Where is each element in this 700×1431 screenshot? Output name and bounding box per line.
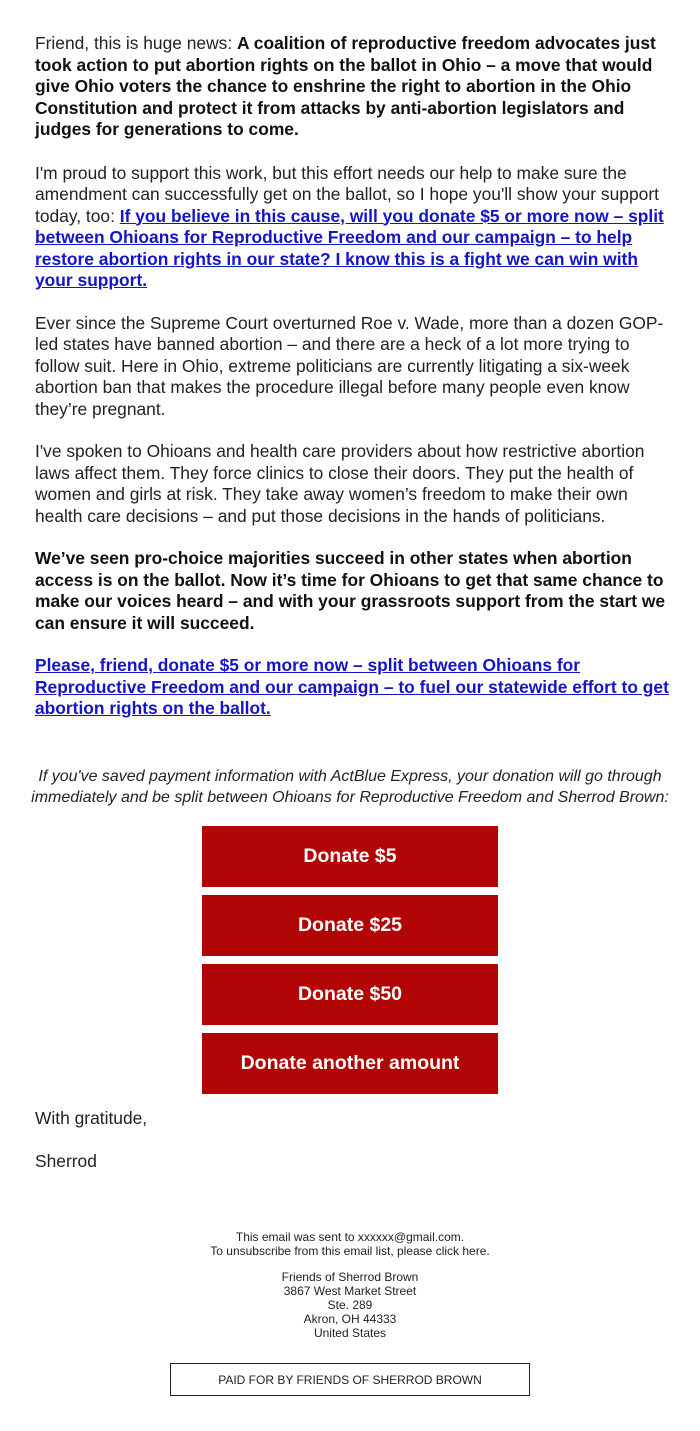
donate-50-button[interactable]: Donate $50	[202, 964, 498, 1025]
paragraph-intro	[35, 33, 671, 141]
closing-text: With gratitude,	[35, 1108, 148, 1128]
paragraph-providers: I've spoken to Ohioans and health care providers about how restrictive abortion laws affect them. They force clinics to close their doors. They put the health of women and girls at risk. They take away women’s freedom to make their own health care decisions – and put those decisions in the hands of politicians.	[35, 441, 645, 526]
actblue-express-note: If you've saved payment information with ActBlue Express, your donation will go through immediately and be split between Ohioans for Reproductive Freedom and Sherrod Brown:	[31, 768, 669, 806]
donate-other-button[interactable]: Donate another amount	[202, 1033, 498, 1094]
footer-address	[0, 1270, 700, 1340]
unsubscribe-link[interactable]: click here	[435, 1244, 487, 1258]
intro-bold-text: A coalition of reproductive freedom advocates just took action to put abortion rights on the ballot in Ohio – a move that would give Ohio voters the chance to enshrine the right to abortion in the Ohio Constitution and protect it from attacks by anti-abortion legislators and judges for generations to come.	[35, 33, 656, 139]
paragraph-majorities: We’ve seen pro-choice majorities succeed in other states when abortion access is on the ballot. Now it’s time for Ohioans to get that same chance to make our voices heard – and with your grassroots support from the start we can ensure it will succeed.	[35, 548, 666, 633]
sent-prefix: This email was sent to	[235, 1230, 358, 1244]
support-text: I'm proud to support this work, but this effort needs our help to make sure the amendment can successfully get on the ballot, so I hope you'll show your support today, too:	[35, 162, 659, 226]
address-line: Ste. 289	[327, 1298, 373, 1312]
address-line: 3867 West Market Street	[283, 1284, 417, 1298]
donate-link-primary[interactable]: If you believe in this cause, will you donate $5 or more now – split between Ohioans for Reproductive Freedom and our campaign – to help restore abortion rights in our state? I know this is a fight we can win with your support.	[35, 205, 664, 290]
address-line: Akron, OH 44333	[303, 1312, 397, 1326]
paragraph-support	[35, 163, 671, 292]
paragraph-roe: Ever since the Supreme Court overturned Roe v. Wade, more than a dozen GOP-led states have banned abortion – and there are a heck of a lot more trying to follow suit. Here in Ohio, extreme politicians are currently litigating a six-week abortion ban that makes the procedure illegal before many people even know they’re pregnant.	[35, 312, 664, 419]
address-line: Friends of Sherrod Brown	[281, 1270, 419, 1284]
donate-25-button[interactable]: Donate $25	[202, 895, 498, 956]
recipient-email[interactable]: xxxxxx@gmail.com	[357, 1230, 461, 1244]
sent-suffix: .	[460, 1230, 465, 1244]
paragraph-cta	[35, 655, 671, 720]
unsubscribe-prefix: To unsubscribe from this email list, please	[210, 1244, 436, 1258]
unsubscribe-suffix: .	[486, 1244, 490, 1258]
footer-sent-notice	[0, 1230, 700, 1258]
address-line: United States	[313, 1326, 387, 1340]
donate-5-button[interactable]: Donate $5	[202, 826, 498, 887]
email-content	[35, 33, 671, 741]
signature-name: Sherrod	[35, 1151, 97, 1171]
intro-text: Friend, this is huge news:	[35, 33, 238, 53]
paid-for-disclaimer: PAID FOR BY FRIENDS OF SHERROD BROWN	[170, 1363, 530, 1396]
donate-link-secondary[interactable]: Please, friend, donate $5 or more now – split between Ohioans for Reproductive Freedom and our campaign – to fuel our statewide effort to get abortion rights on the ballot.	[35, 655, 669, 718]
